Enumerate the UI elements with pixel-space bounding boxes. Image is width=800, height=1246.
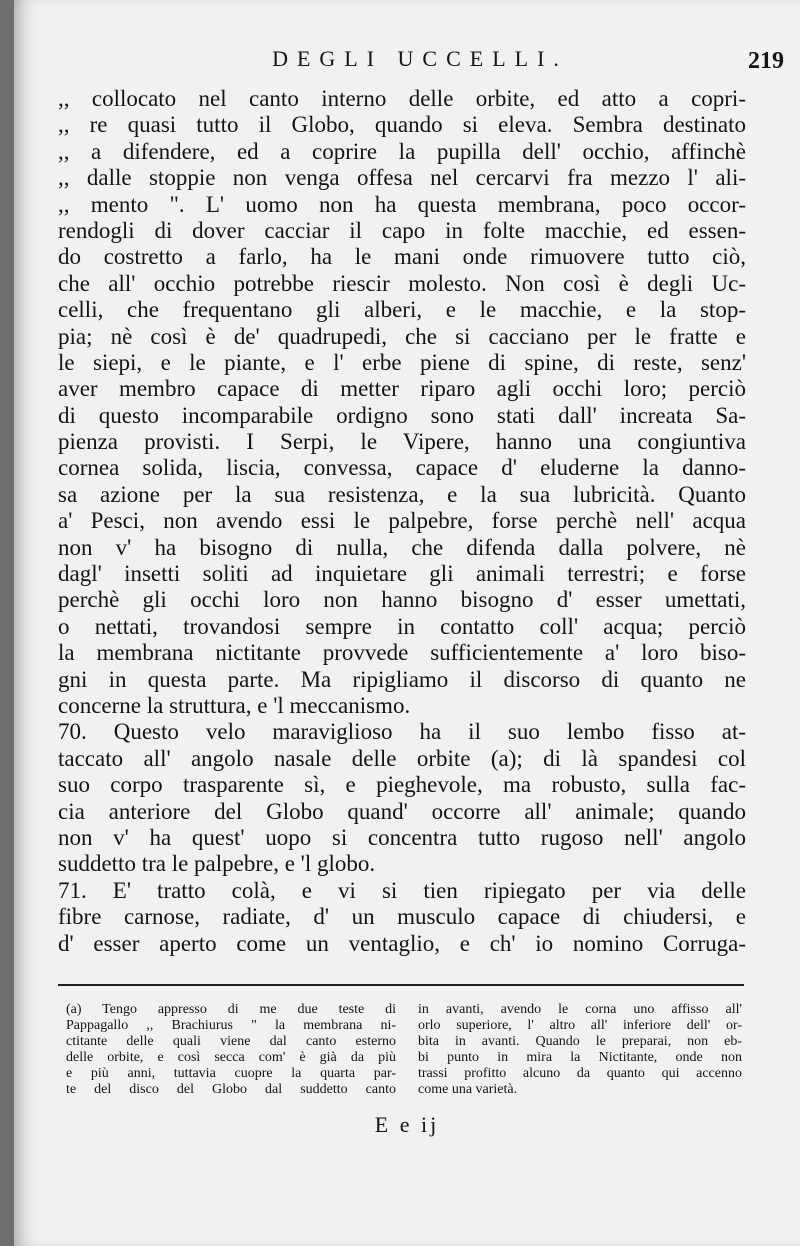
text-line: pia; nè così è de' quadrupedi, che si cacciano per le fratte e bbox=[58, 323, 746, 349]
text-line: di questo incomparabile ordigno sono stati dall' increata Sa- bbox=[58, 402, 746, 428]
text-line: ,, a difendere, ed a coprire la pupilla dell' occhio, affinchè bbox=[58, 138, 746, 164]
text-line: a' Pesci, non avendo essi le palpebre, forse perchè nell' acqua bbox=[58, 508, 746, 534]
text-line: non v' ha quest' uopo si concentra tutto rugoso nell' angolo bbox=[58, 824, 746, 850]
text-line: ,, mento ". L' uomo non ha questa membrana, poco occor- bbox=[58, 191, 746, 217]
text-line: perchè gli occhi loro non hanno bisogno d' esser umettati, bbox=[58, 587, 746, 613]
text-line: ,, re quasi tutto il Globo, quando si eleva. Sembra destinato bbox=[58, 112, 746, 138]
footnote-line: in avanti, avendo le corna uno affisso all' bbox=[418, 1002, 742, 1017]
page-number: 219 bbox=[748, 48, 784, 74]
text-line: pienza provisti. I Serpi, le Vipere, hanno una congiuntiva bbox=[58, 429, 746, 455]
text-line: dagl' insetti soliti ad inquietare gli animali terrestri; e forse bbox=[58, 561, 746, 587]
text-line: suddetto tra le palpebre, e 'l globo. bbox=[58, 851, 376, 877]
text-line: rendogli di dover cacciar il capo in folte macchie, ed essen- bbox=[58, 217, 746, 243]
page-header bbox=[50, 46, 790, 76]
book-page bbox=[14, 0, 800, 1246]
text-line: do costretto a farlo, ha le mani onde rimuovere tutto ciò, bbox=[58, 244, 746, 270]
footnote-line: bita in avanti. Quando le preparai, non eb- bbox=[418, 1034, 742, 1049]
text-line: aver membro capace di metter riparo agli occhi loro; perciò bbox=[58, 376, 746, 402]
text-line: d' esser aperto come un ventaglio, e ch' io nomino Corruga- bbox=[58, 930, 746, 956]
main-text bbox=[58, 86, 746, 957]
text-line: celli, che frequentano gli alberi, e le macchie, e la stop- bbox=[58, 297, 746, 323]
running-title: DEGLI UCCELLI. bbox=[272, 46, 568, 71]
footnote-divider bbox=[58, 984, 744, 986]
footnote-line: come una varietà. bbox=[418, 1082, 518, 1097]
footnote-line: e più anni, tuttavia cuopre la quarta par- bbox=[66, 1066, 396, 1081]
text-line: le siepi, e le piante, e l' erbe piene di spine, di reste, senz' bbox=[58, 349, 746, 375]
text-line: ,, dalle stoppie non venga offesa nel cercarvi fra mezzo l' ali- bbox=[58, 165, 746, 191]
text-line: gni in questa parte. Ma ripigliamo il discorso di quanto ne bbox=[58, 666, 746, 692]
text-line: che all' occhio potrebbe riescir molesto. Non così è degli Uc- bbox=[58, 270, 746, 296]
text-line: o nettati, trovandosi sempre in contatto coll' acqua; perciò bbox=[58, 613, 746, 639]
text-line: concerne la struttura, e 'l meccanismo. bbox=[58, 692, 411, 718]
signature-mark: E e ij bbox=[374, 1112, 440, 1137]
text-line: suo corpo trasparente sì, e pieghevole, ma robusto, sulla fac- bbox=[58, 772, 746, 798]
text-line: cornea solida, liscia, convessa, capace d' eluderne la danno- bbox=[58, 455, 746, 481]
footnote-line: orlo superiore, l' altro all' inferiore dell' or- bbox=[418, 1018, 742, 1033]
footnote-left-column bbox=[66, 1002, 396, 1098]
text-line: fibre carnose, radiate, d' un musculo capace di chiudersi, e bbox=[58, 904, 746, 930]
footnote-line: ctitante delle quali viene dal canto esterno bbox=[66, 1034, 396, 1049]
footnote-line: trassi profitto alcuno da quanto qui accenno bbox=[418, 1066, 742, 1081]
text-line: ,, collocato nel canto interno delle orbite, ed atto a copri- bbox=[58, 86, 746, 111]
text-line: sa azione per la sua resistenza, e la sua lubricità. Quanto bbox=[58, 481, 746, 507]
footnote-line: bi punto in mira la Nictitante, onde non bbox=[418, 1050, 742, 1065]
text-line: 71. E' tratto colà, e vi si tien ripiegato per via delle bbox=[58, 877, 746, 903]
text-line: taccato all' angolo nasale delle orbite (a); di là spandesi col bbox=[58, 745, 746, 771]
text-line: la membrana nictitante provvede sufficientemente a' loro biso- bbox=[58, 640, 746, 666]
text-line: 70. Questo velo maraviglioso ha il suo lembo fisso at- bbox=[58, 719, 746, 745]
footnote-line: Pappagallo ,, Brachiurus " la membrana ni- bbox=[66, 1018, 396, 1033]
footnote-right-column bbox=[418, 1002, 742, 1098]
text-line: cia anteriore del Globo quand' occorre all' animale; quando bbox=[58, 798, 746, 824]
text-line: non v' ha bisogno di nulla, che difenda dalla polvere, nè bbox=[58, 534, 746, 560]
footnote-line: (a) Tengo appresso di me due teste di bbox=[66, 1002, 396, 1017]
footnote-line: delle orbite, e così secca com' è già da più bbox=[66, 1050, 396, 1065]
footnote-line: te del disco del Globo dal suddetto canto bbox=[66, 1082, 396, 1097]
